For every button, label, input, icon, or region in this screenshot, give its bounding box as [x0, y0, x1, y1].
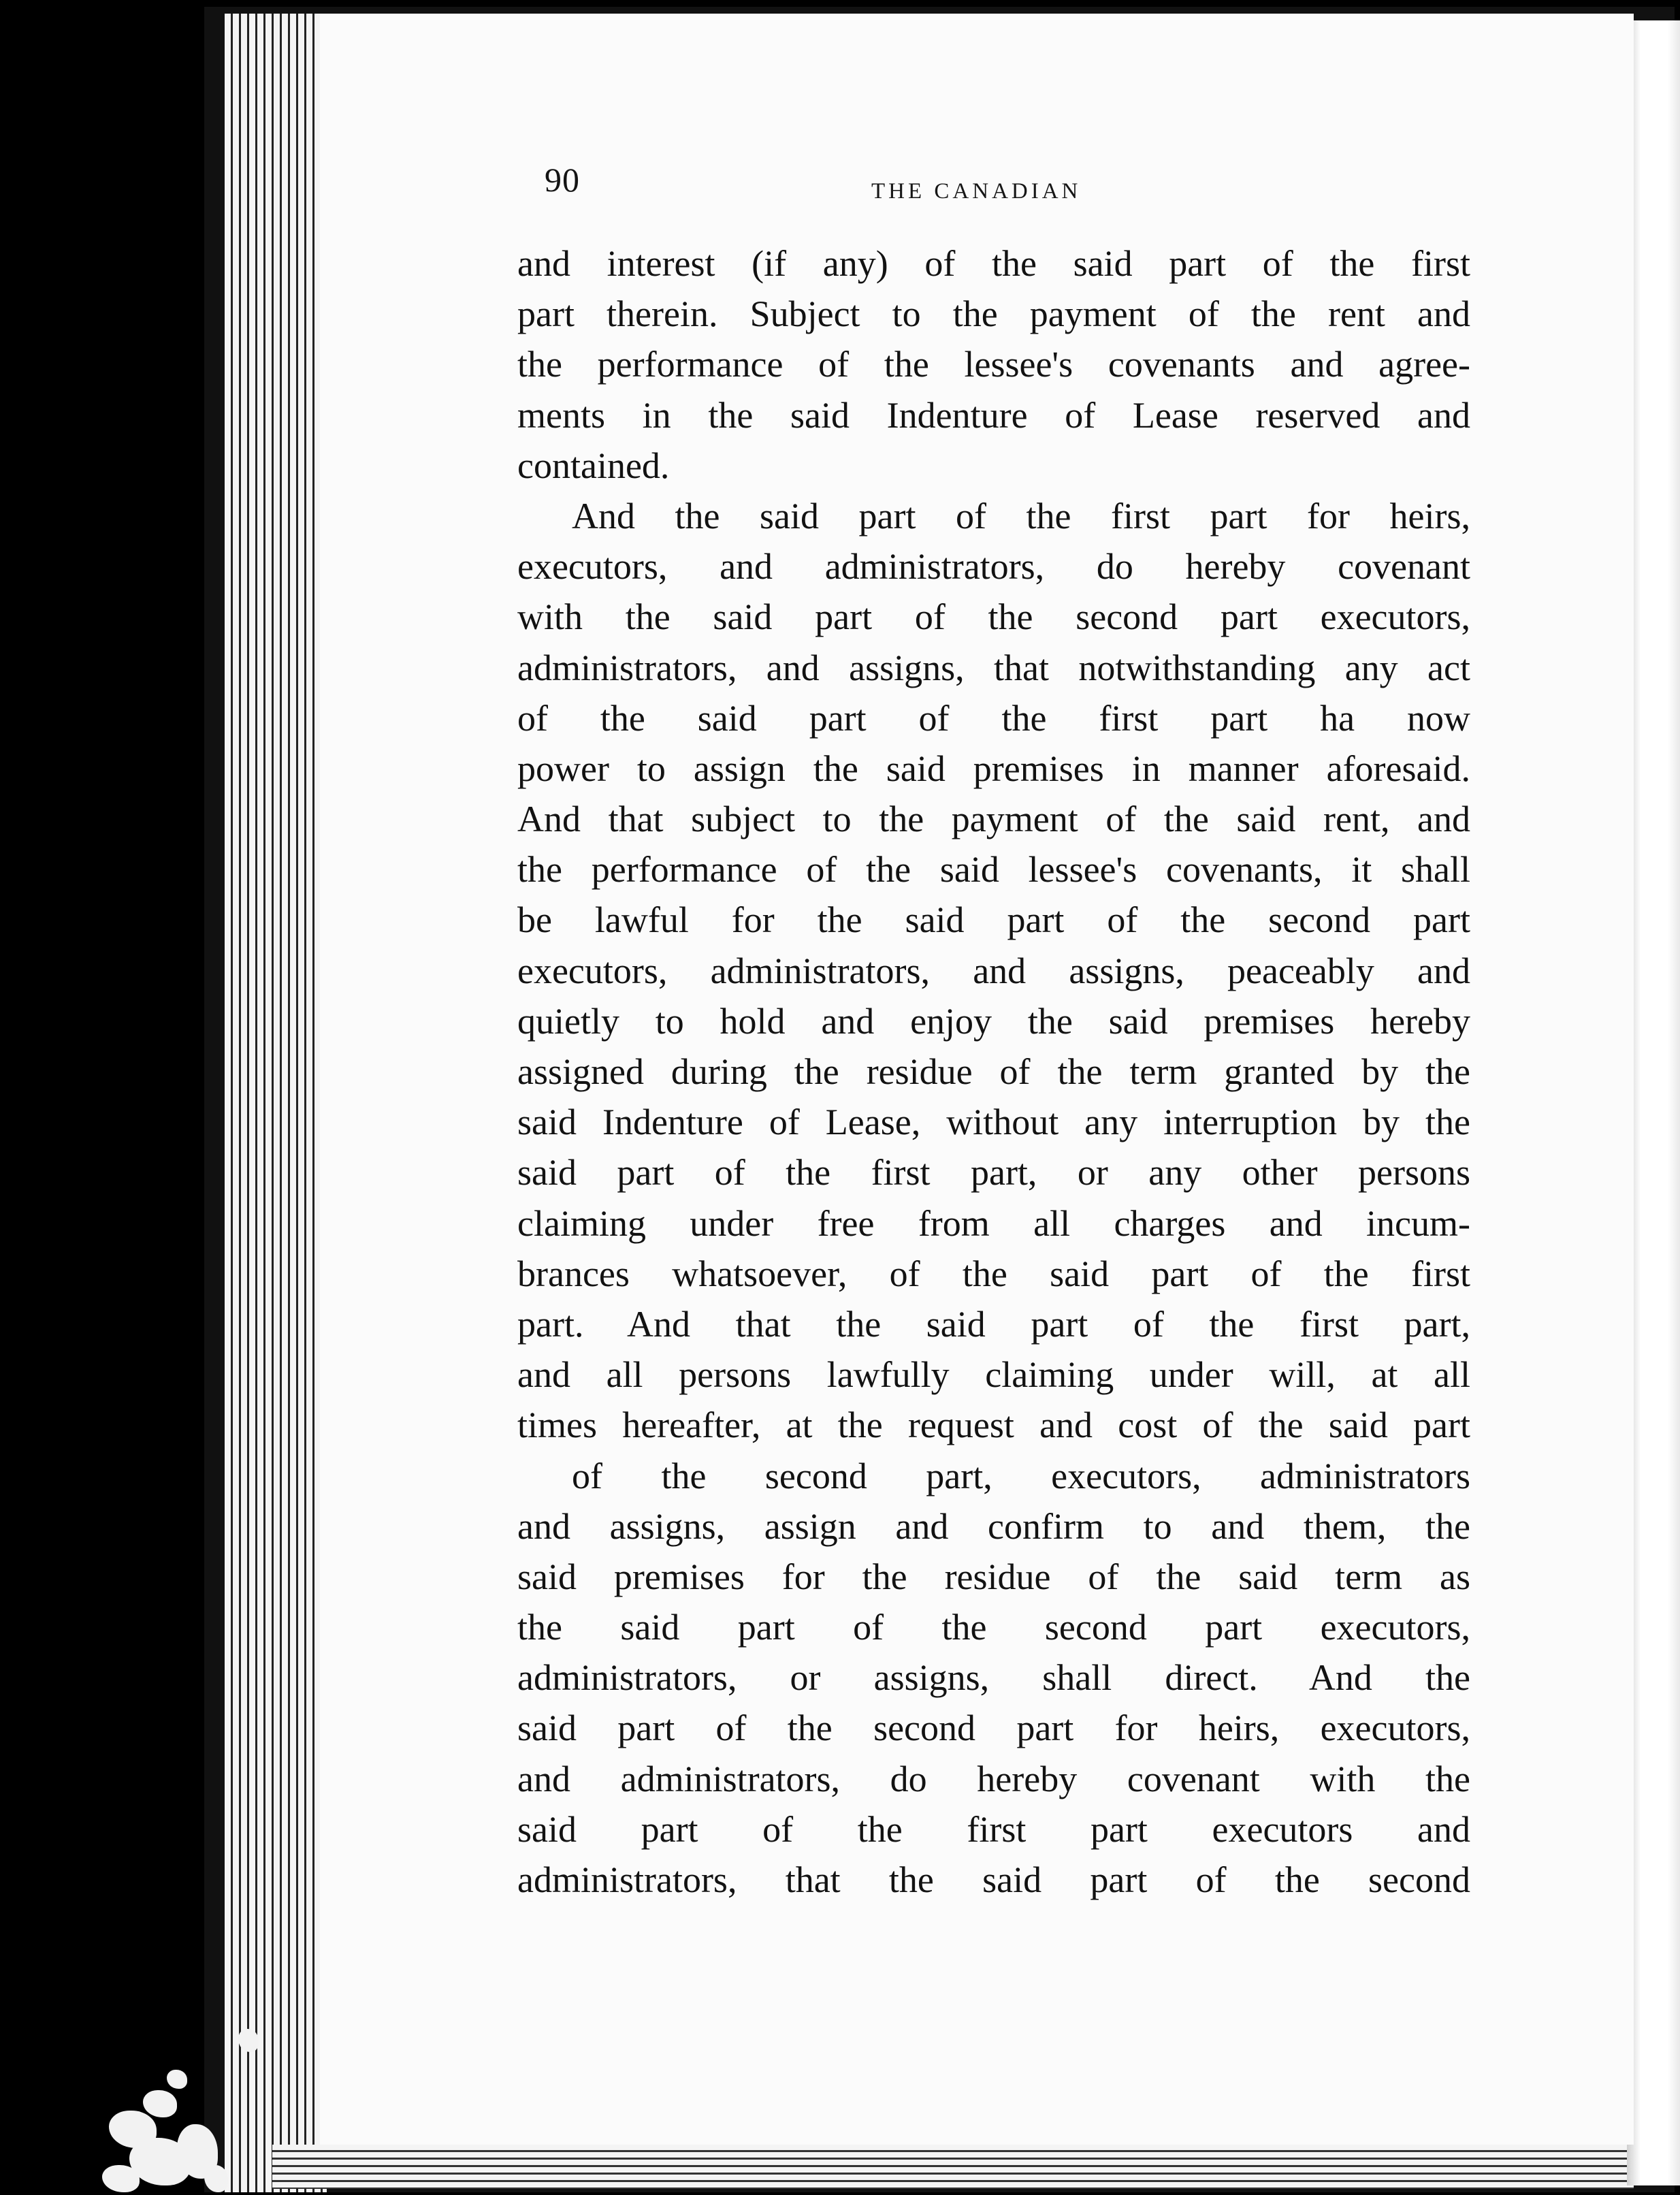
- text-line: And the said part of the first part for heirs,: [572, 495, 1470, 536]
- text-line: part. And that the said part of the first part,: [517, 1303, 1470, 1345]
- page-edges-left: [225, 14, 327, 2192]
- text-line: the performance of the said lessee's covenants, it shall: [517, 849, 1470, 891]
- text-line: and interest (if any) of the said part of the first: [517, 243, 1470, 284]
- text-line: executors, administrators, and assigns, peaceably and: [517, 950, 1470, 991]
- text-line: said Indenture of Lease, without any interruption by the: [517, 1102, 1470, 1143]
- text-line: times hereafter, at the request and cost of the said part: [517, 1405, 1470, 1446]
- text-line: said premises for the residue of the said term as: [517, 1556, 1470, 1597]
- page-edge-right: [1627, 20, 1680, 2185]
- text-line: claiming under free from all charges and incum-: [517, 1202, 1470, 1244]
- text-line: be lawful for the said part of the second part: [517, 899, 1470, 941]
- text-line: and assigns, assign and confirm to and them, the: [517, 1505, 1470, 1547]
- text-line: of the said part of the first part ha now: [517, 697, 1470, 739]
- text-line: quietly to hold and enjoy the said premises hereby: [517, 1000, 1470, 1042]
- page-number: 90: [545, 161, 580, 199]
- text-line: power to assign the said premises in manner aforesaid.: [517, 748, 1470, 789]
- body-text: [517, 238, 1470, 1905]
- text-line: And that subject to the payment of the said rent, and: [517, 799, 1470, 840]
- text-line: said part of the first part executors and: [517, 1808, 1470, 1850]
- text-line: contained.: [517, 445, 670, 486]
- paper-damage-speckle: [102, 2029, 231, 2195]
- text-line: and administrators, do hereby covenant with the: [517, 1758, 1470, 1799]
- text-line: executors, and administrators, do hereby covenant: [517, 546, 1470, 588]
- text-line: administrators, that the said part of the second: [517, 1859, 1470, 1900]
- text-line: said part of the first part, or any other persons: [517, 1152, 1470, 1193]
- text-line: brances whatsoever, of the said part of the first: [517, 1253, 1470, 1294]
- text-line: the performance of the lessee's covenants and agree-: [517, 344, 1470, 385]
- text-line: with the said part of the second part executors,: [517, 596, 1470, 638]
- text-line: administrators, and assigns, that notwithstanding any act: [517, 647, 1470, 688]
- page-header: [545, 160, 1484, 208]
- running-title: THE CANADIAN: [871, 179, 1082, 204]
- text-line: the said part of the second part executors,: [517, 1607, 1470, 1648]
- page-edges-bottom: [272, 2145, 1634, 2189]
- text-line: and all persons lawfully claiming under will, at all: [517, 1354, 1470, 1396]
- text-line: assigned during the residue of the term granted by the: [517, 1051, 1470, 1092]
- text-line: of the second part, executors, administrators: [572, 1455, 1470, 1496]
- text-line: administrators, or assigns, shall direct. And the: [517, 1657, 1470, 1699]
- text-line: ments in the said Indenture of Lease reserved and: [517, 394, 1470, 436]
- text-line: said part of the second part for heirs, executors,: [517, 1708, 1470, 1749]
- text-line: part therein. Subject to the payment of the rent and: [517, 293, 1470, 335]
